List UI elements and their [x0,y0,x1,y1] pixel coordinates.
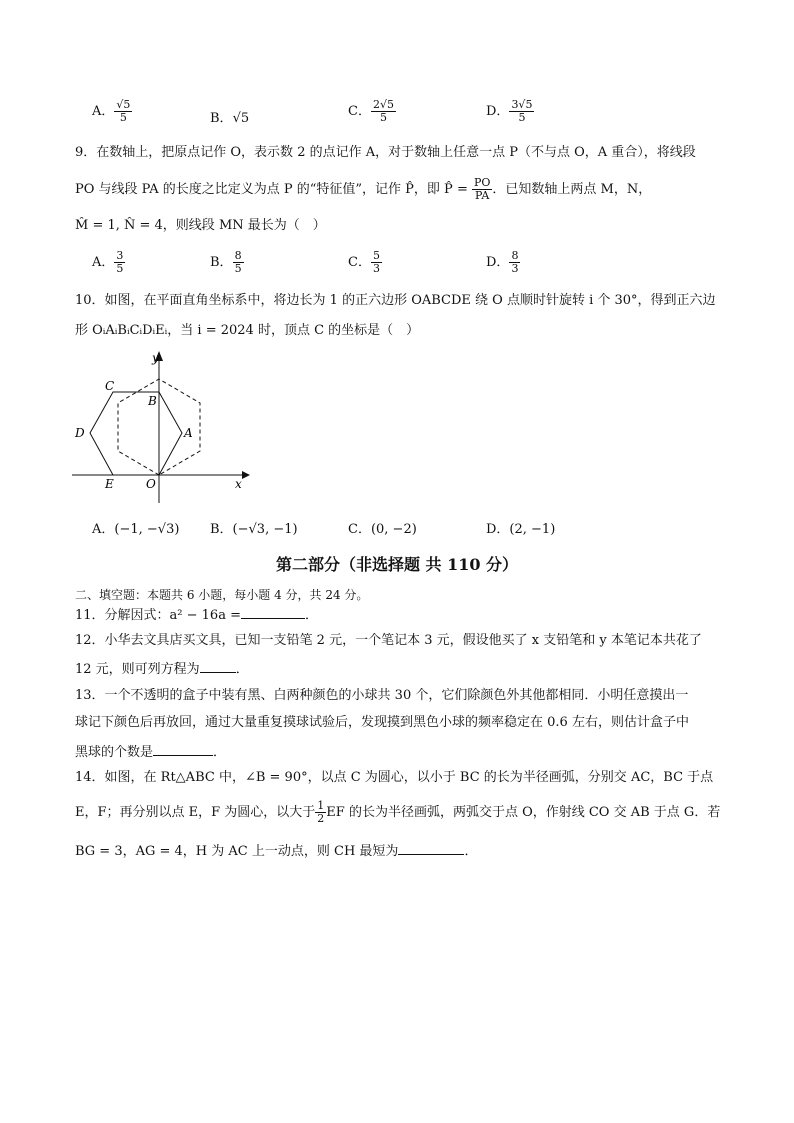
label-x: x [235,477,242,491]
q14-blank [398,840,464,855]
q10-option-b: B．(−√3, −1) [210,522,298,537]
q9-option-a: A． $\frac{3}{5}$ [92,249,124,275]
q13-line1: 13．一个不透明的盒子中装有黑、白两种颜色的小球共 30 个，它们除颜色外其他都相同．小明任意摸出一 [75,688,689,703]
q8-option-d: D． $\frac{3√5}{5}$ [486,98,533,124]
x-axis-arrow [242,471,250,479]
q14-line3: BG = 3，AG = 4，H 为 AC 上一动点，则 CH 最短为 ． [75,840,477,862]
q11-line: 11．分解因式：a² − 16a = ． [75,604,318,626]
q14-line2: E，F；再分别以点 E，F 为圆心，以大于 $\frac{1}{2}$ EF 的长为半径画弧，两弧交于点 O，作射线 CO 交 AB 于点 G．若 [75,799,721,825]
label-A: A [184,426,193,440]
q8-option-a: A． $\frac{√5}{5}$ [92,98,131,124]
hexagon-solid [90,392,182,475]
hexagon-figure [60,345,260,505]
q9-line1: 9．在数轴上，把原点记作 O，表示数 2 的点记作 A，对于数轴上任意一点 P（不与点 O，A 重合），将线段 [75,145,696,160]
q8-option-b: B．√5 [210,111,250,126]
label-B: B [148,394,157,408]
q12-blank [200,658,236,673]
label-E: E [105,477,114,491]
label-O: O [146,477,156,491]
part2-instruction: 二、填空题：本题共 6 小题，每小题 4 分，共 24 分。 [75,588,369,602]
q14-line1: 14．如图，在 Rt△ABC 中，∠B = 90°，以点 C 为圆心，以小于 BC 的长为半径画弧，分别交 AC，BC 于点 [75,770,714,785]
q10-option-d: D．(2, −1) [486,522,556,537]
q9-option-d: D． $\frac{8}{3}$ [486,249,519,275]
label-y: y [152,351,159,365]
q13-line2: 球记下颜色后再放回，通过大量重复摸球试验后，发现摸到黑色小球的频率稳定在 0.6 左右，则估计盒子中 [75,715,689,730]
q8-option-c: C． $\frac{2√5}{5}$ [348,98,394,124]
label-D: D [75,426,85,440]
q12-line1: 12．小华去文具店买文具，已知一支铅笔 2 元，一个笔记本 3 元，假设他买了 x 支铅笔和 y 本笔记本共花了 [75,633,702,648]
q11-blank [241,604,305,619]
q10-line1: 10．如图，在平面直角坐标系中，将边长为 1 的正六边形 OABCDE 绕 O 点顺时针旋转 i 个 30°，得到正六边 [75,293,716,308]
label-C: C [105,379,115,393]
q13-blank [153,741,213,756]
q10-option-a: A．(−1, −√3) [92,522,180,537]
q9-option-b: B． $\frac{8}{5}$ [210,249,242,275]
q9-option-c: C． $\frac{5}{3}$ [348,249,380,275]
q9-line2: PO 与线段 PA 的长度之比定义为点 P 的“特征值”，记作 P̂，即 P̂ = $\frac{PO}{PA}$ ．已知数轴上两点 M，N， [75,176,652,202]
q10-option-c: C．(0, −2) [348,522,417,537]
q10-line2: 形 OᵢAᵢBᵢCᵢDᵢEᵢ，当 i = 2024 时，顶点 C 的坐标是（ ） [75,323,420,338]
part2-title: 第二部分（非选择题 共 110 分） [275,555,519,574]
q13-line3: 黑球的个数是 ． [75,741,226,763]
q9-line3: M̂ = 1, N̂ = 4，则线段 MN 最长为（ ） [75,218,326,233]
q12-line2: 12 元，则可列方程为 ． [75,658,249,680]
